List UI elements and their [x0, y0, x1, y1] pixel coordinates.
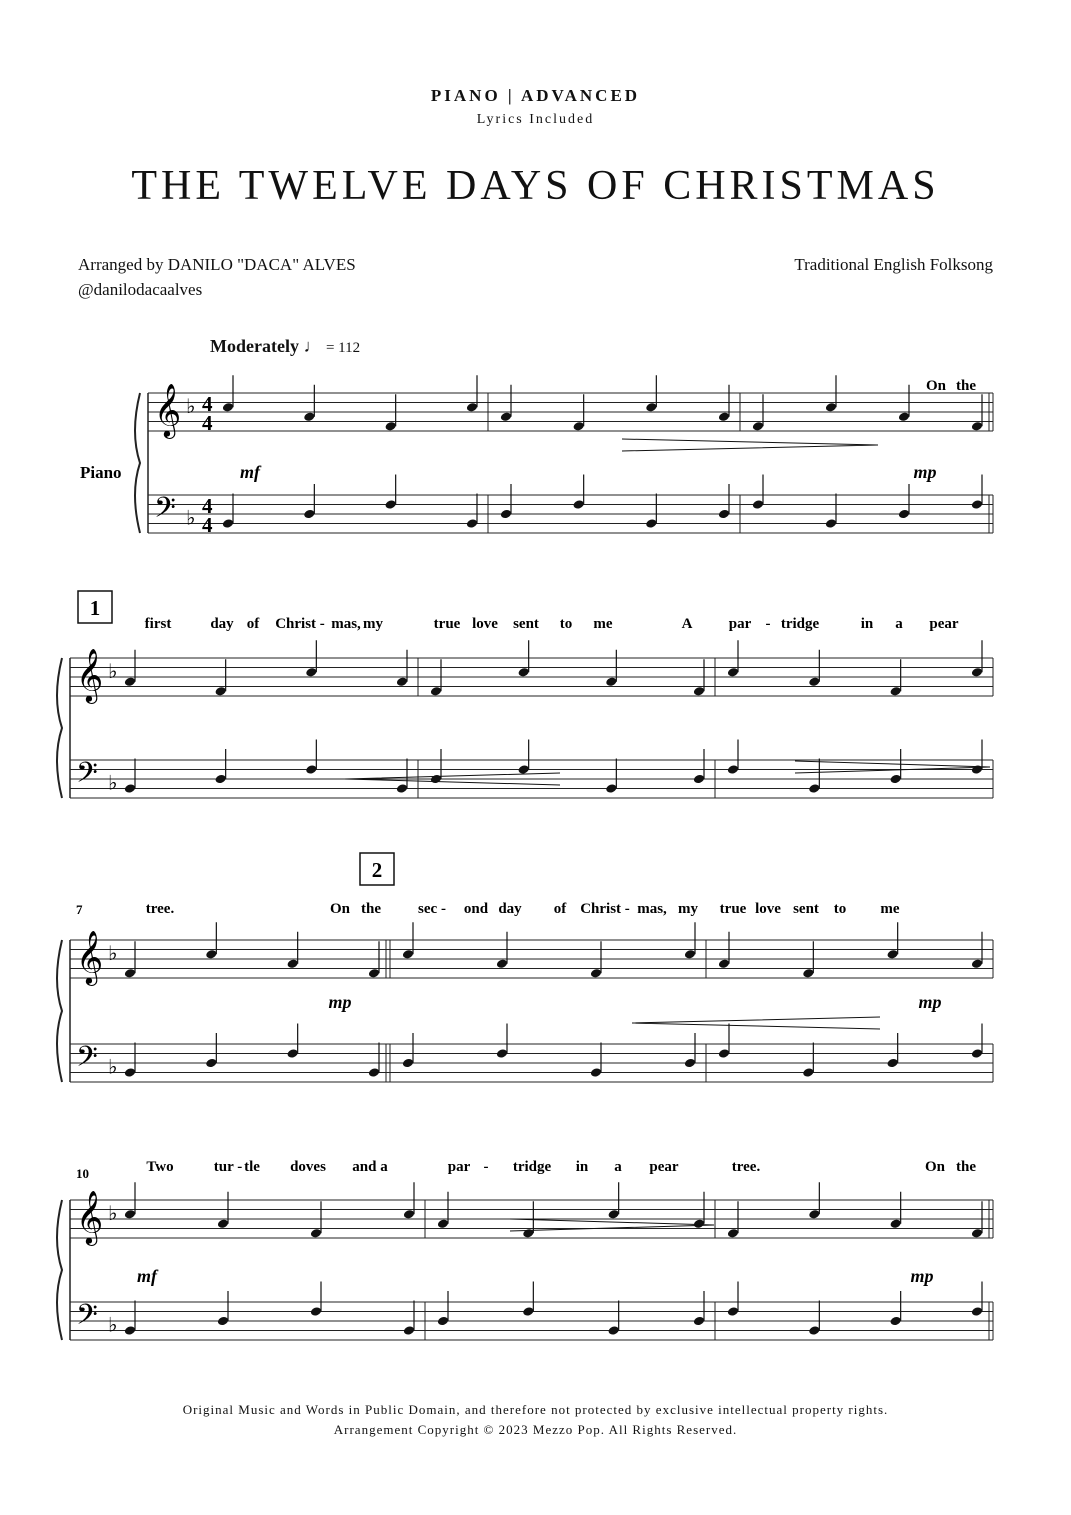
lyric-word: and a	[352, 1159, 388, 1175]
note-head	[517, 667, 529, 678]
lyric-word: love	[472, 616, 498, 632]
note-head	[310, 1228, 322, 1239]
lyric-word: Christ -	[580, 901, 630, 917]
system-2	[57, 616, 993, 798]
treble-clef-icon: 𝄞	[76, 931, 104, 983]
note-head	[889, 774, 901, 785]
lyric-word: -	[765, 616, 771, 632]
lyric-word: A	[681, 616, 693, 632]
note-head	[971, 1306, 983, 1317]
note-head	[693, 774, 705, 785]
note-head	[808, 783, 820, 794]
note-head	[124, 676, 136, 687]
arranger-handle: @danilodacaalves	[78, 280, 203, 299]
treble-clef-icon: 𝄞	[76, 1191, 104, 1243]
diminuendo-hairpin	[510, 1219, 714, 1231]
arranger-name: Arranged by DANILO "DACA" ALVES	[78, 255, 356, 274]
note-head	[727, 764, 739, 775]
flat-icon: ♭	[186, 507, 196, 530]
footer-copyright: Arrangement Copyright © 2023 Mezzo Pop. All Rights Reserved.	[333, 1422, 738, 1437]
lyric-word: sec -	[418, 901, 446, 917]
copyright-footer	[0, 1400, 1071, 1440]
measure-number: 7	[76, 902, 83, 917]
note-head	[971, 1048, 983, 1059]
note-head	[590, 968, 602, 979]
lyric-word: true	[719, 901, 747, 917]
treble-clef-icon: 𝄞	[76, 649, 104, 701]
note-head	[693, 1218, 705, 1229]
note-head	[727, 1306, 739, 1317]
lyric-word: On	[329, 901, 351, 917]
dynamic-mark: mp	[918, 992, 942, 1012]
note-head	[217, 1218, 229, 1229]
lyric-word: -	[483, 1159, 489, 1175]
note-head	[496, 958, 508, 969]
note-head	[402, 949, 414, 960]
lyric-word: mas,	[637, 901, 667, 917]
lyric-word: love	[755, 901, 781, 917]
lyric-word: me	[593, 616, 613, 632]
lyric-word: tridge	[780, 616, 820, 632]
note-head	[898, 509, 910, 520]
note-head	[727, 1228, 739, 1239]
time-signature: 4	[202, 513, 213, 538]
note-head	[684, 949, 696, 960]
lyric-word: me	[880, 901, 900, 917]
brace	[57, 940, 62, 1082]
note-head	[889, 686, 901, 697]
flat-icon: ♭	[108, 660, 118, 683]
quarter-note-icon: ♩	[303, 336, 322, 356]
lyric-word: tridge	[512, 1159, 552, 1175]
flat-icon: ♭	[186, 395, 196, 418]
note-head	[825, 402, 837, 413]
lyric-word: Christ -	[275, 616, 325, 632]
time-signature: 4	[202, 411, 213, 436]
dynamic-mark: mp	[913, 462, 937, 482]
note-head	[403, 1209, 415, 1220]
note-head	[384, 499, 396, 510]
note-head	[889, 1316, 901, 1327]
lyric-word: my	[678, 901, 698, 917]
note-head	[693, 1316, 705, 1327]
lyrics-note: Lyrics Included	[476, 112, 595, 127]
note-head	[971, 421, 983, 432]
note-head	[590, 1067, 602, 1078]
note-head	[727, 667, 739, 678]
bass-clef-icon: 𝄢	[76, 1042, 98, 1080]
note-head	[437, 1316, 449, 1327]
note-head	[214, 774, 226, 785]
note-head	[693, 686, 705, 697]
lyric-word: day	[498, 901, 522, 917]
note-head	[403, 1325, 415, 1336]
note-head	[718, 411, 730, 422]
note-head	[466, 402, 478, 413]
bass-clef-icon: 𝄢	[76, 1300, 98, 1338]
lyric-word: ond	[463, 901, 489, 917]
lyric-word: of	[246, 616, 260, 632]
note-head	[607, 1209, 619, 1220]
dynamic-mark: mf	[137, 1266, 157, 1286]
note-head	[825, 518, 837, 529]
note-head	[802, 968, 814, 979]
note-head	[286, 1048, 298, 1059]
note-head	[500, 509, 512, 520]
note-head	[718, 958, 730, 969]
note-head	[517, 764, 529, 775]
note-head	[645, 518, 657, 529]
note-head	[396, 676, 408, 687]
bass-clef-icon: 𝄢	[76, 758, 98, 796]
note-head	[752, 499, 764, 510]
lyric-word: par	[728, 616, 752, 632]
note-head	[522, 1228, 534, 1239]
note-head	[971, 1228, 983, 1239]
note-head	[430, 686, 442, 697]
note-head	[402, 1058, 414, 1069]
flat-icon: ♭	[108, 772, 118, 795]
lyric-word: tle	[244, 1159, 260, 1175]
time-signature: 4	[202, 494, 213, 519]
lyric-word: to	[559, 616, 573, 632]
note-head	[303, 509, 315, 520]
diminuendo-hairpin	[622, 439, 878, 451]
lyric-word: On	[924, 1159, 946, 1175]
note-head	[971, 958, 983, 969]
lyric-word: first	[144, 616, 172, 632]
lyric-word: pear	[929, 616, 959, 632]
note-head	[205, 1058, 217, 1069]
instrument-label: Piano	[80, 463, 122, 482]
note-head	[222, 518, 234, 529]
note-head	[718, 1048, 730, 1059]
note-head	[522, 1306, 534, 1317]
note-head	[384, 421, 396, 432]
flat-icon: ♭	[108, 1056, 118, 1079]
lyric-word: true	[433, 616, 461, 632]
lyric-word: On	[925, 378, 947, 394]
lyric-word: of	[553, 901, 567, 917]
note-head	[205, 949, 217, 960]
brace	[135, 393, 140, 533]
note-head	[222, 402, 234, 413]
rehearsal-mark: 2	[371, 858, 383, 882]
crescendo-hairpin	[632, 1017, 880, 1029]
lyric-word: my	[363, 616, 383, 632]
system-4	[57, 1159, 993, 1340]
note-head	[124, 1209, 136, 1220]
system-3	[57, 901, 993, 1082]
lyric-word: the	[956, 1159, 976, 1175]
note-head	[572, 421, 584, 432]
dynamic-mark: mp	[910, 1266, 934, 1286]
note-head	[684, 1058, 696, 1069]
note-head	[808, 1325, 820, 1336]
lyric-word: the	[956, 378, 976, 394]
note-head	[496, 1048, 508, 1059]
note-head	[605, 783, 617, 794]
lyric-word: pear	[649, 1159, 679, 1175]
rehearsal-mark: 1	[89, 596, 101, 620]
note-head	[971, 499, 983, 510]
lyric-word: par	[447, 1159, 471, 1175]
note-head	[752, 421, 764, 432]
level-label: PIANO | ADVANCED	[430, 86, 641, 105]
lyric-word: Two	[146, 1159, 174, 1175]
note-head	[437, 1218, 449, 1229]
lyric-word: a	[895, 616, 903, 632]
lyric-word: in	[575, 1159, 589, 1175]
note-head	[286, 958, 298, 969]
lyric-word: mas,	[331, 616, 361, 632]
note-head	[605, 676, 617, 687]
lyric-word: tree.	[731, 1159, 761, 1175]
note-head	[607, 1325, 619, 1336]
note-head	[124, 783, 136, 794]
lyric-word: sent	[793, 901, 819, 917]
lyric-word: a	[614, 1159, 622, 1175]
note-head	[305, 764, 317, 775]
note-head	[898, 411, 910, 422]
footer-public-domain: Original Music and Words in Public Domain, and therefore not protected by exclusive intellectual property rights.	[182, 1402, 889, 1417]
time-signature: 4	[202, 392, 213, 417]
note-head	[802, 1067, 814, 1078]
note-head	[645, 402, 657, 413]
note-head	[368, 968, 380, 979]
note-head	[305, 667, 317, 678]
tempo-word: Moderately	[210, 336, 299, 356]
treble-clef-icon: 𝄞	[154, 384, 182, 436]
lyric-word: tree.	[145, 901, 175, 917]
measure-number: 10	[76, 1166, 89, 1181]
note-head	[500, 411, 512, 422]
note-head	[396, 783, 408, 794]
brace	[57, 658, 62, 798]
lyric-word: tur -	[213, 1159, 243, 1175]
lyric-word: in	[860, 616, 874, 632]
flat-icon: ♭	[108, 942, 118, 965]
note-head	[718, 509, 730, 520]
song-origin: Traditional English Folksong	[794, 255, 993, 274]
note-head	[217, 1316, 229, 1327]
note-head	[214, 686, 226, 697]
note-head	[124, 968, 136, 979]
flat-icon: ♭	[108, 1202, 118, 1225]
note-head	[886, 949, 898, 960]
bass-clef-icon: 𝄢	[154, 493, 176, 531]
flat-icon: ♭	[108, 1314, 118, 1337]
lyric-word: day	[210, 616, 234, 632]
lyric-word: to	[833, 901, 847, 917]
note-head	[124, 1067, 136, 1078]
note-head	[971, 764, 983, 775]
dynamic-mark: mf	[240, 462, 260, 482]
lyric-word: doves	[290, 1159, 326, 1175]
note-head	[886, 1058, 898, 1069]
note-head	[124, 1325, 136, 1336]
lyric-word: sent	[513, 616, 539, 632]
song-title: THE TWELVE DAYS OF CHRISTMAS	[131, 163, 940, 209]
note-head	[808, 676, 820, 687]
tempo-bpm: = 112	[325, 340, 361, 356]
note-head	[971, 667, 983, 678]
diminuendo-hairpin	[795, 761, 990, 773]
system-1	[135, 375, 993, 537]
note-head	[368, 1067, 380, 1078]
note-head	[808, 1209, 820, 1220]
note-head	[310, 1306, 322, 1317]
note-head	[303, 411, 315, 422]
note-head	[889, 1218, 901, 1229]
note-head	[430, 774, 442, 785]
note-head	[466, 518, 478, 529]
note-head	[572, 499, 584, 510]
dynamic-mark: mp	[328, 992, 352, 1012]
lyric-word: the	[361, 901, 381, 917]
brace	[57, 1200, 62, 1340]
